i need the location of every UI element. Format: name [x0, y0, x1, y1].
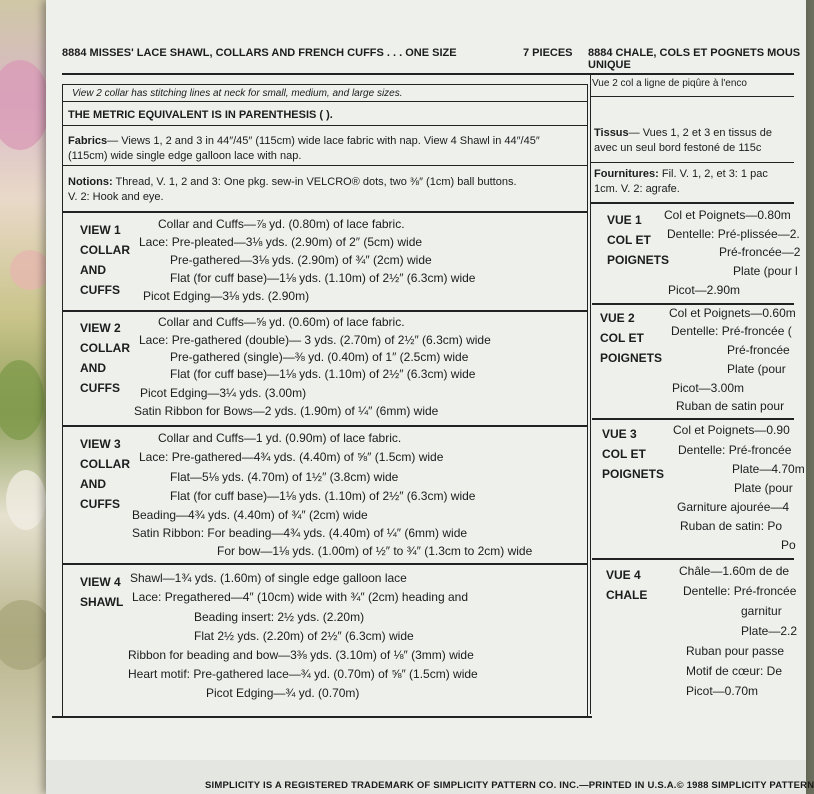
rule — [62, 211, 588, 213]
vue2-label — [600, 308, 662, 368]
tissus-label: Tissus — [594, 127, 629, 139]
vue3-line: Dentelle: Pré-froncée — [678, 443, 792, 457]
view4-line: Lace: Pregathered—4″ (10cm) wide with ¾″ (2cm) heading and — [132, 590, 468, 604]
view3-line: Satin Ribbon: For beading—4¾ yds. (4.40m) of ¼″ (6mm) wide — [132, 526, 468, 540]
rule — [62, 425, 588, 427]
rule — [590, 162, 794, 163]
view1-label-line: AND — [80, 263, 106, 277]
fournitures-text: Fil. V. 1, 2, et 3: 1 pac — [661, 168, 768, 180]
vue4-line: Plate—2.2 — [741, 624, 798, 638]
vue3-line: Plate—4.70m — [732, 462, 805, 476]
notions-label: Notions: — [68, 176, 113, 188]
vue3-line: Plate (pour — [734, 481, 793, 495]
view3-label-line: CUFFS — [80, 497, 120, 511]
vue3-label — [602, 424, 664, 484]
vue4-label — [606, 565, 647, 605]
vue3-line: Garniture ajourée—4 — [677, 500, 790, 514]
fabrics-line1 — [68, 135, 540, 147]
vue4-line: Picot—0.70m — [686, 684, 759, 698]
view1-label-line: VIEW 1 — [80, 223, 121, 237]
vue1-line: Pré-froncée—2 — [719, 245, 801, 259]
view3-line: Collar and Cuffs—1 yd. (0.90m) of lace fabric. — [158, 431, 402, 445]
rule — [62, 165, 588, 166]
rule — [62, 310, 588, 312]
vue1-label — [607, 210, 669, 270]
vue2-label-line: POIGNETS — [600, 351, 663, 365]
vue4-line: Dentelle: Pré-froncée — [683, 584, 797, 598]
notions-text: Thread, V. 1, 2 and 3: One pkg. sew-in VELCRO® dots, two ⅜″ (1cm) ball buttons. — [115, 176, 517, 188]
notions-line2: V. 2: Hook and eye. — [68, 191, 164, 203]
view2-line: Collar and Cuffs—⅝ yd. (0.60m) of lace fabric. — [158, 315, 405, 329]
view3-line: Beading—4¾ yds. (4.40m) of ¾″ (2cm) wide — [132, 508, 368, 522]
view4-label-line: VIEW 4 — [80, 575, 121, 589]
view3-label-line: VIEW 3 — [80, 437, 121, 451]
tissus-line1 — [594, 127, 772, 139]
title-french: 8884 CHALE, COLS ET POGNETS MOUS — [588, 47, 801, 59]
view2-label-line: AND — [80, 361, 106, 375]
vue3-line: Ruban de satin: Po — [680, 519, 783, 533]
vue1-label-line: COL ET — [607, 233, 651, 247]
vue1-line: Picot—2.90m — [668, 283, 741, 297]
fabrics-text: — Views 1, 2 and 3 in 44″/45″ (115cm) wide lace fabric with nap. View 4 Shawl in 44″/45″ — [107, 135, 540, 147]
view3-line: Lace: Pre-gathered—4¾ yds. (4.40m) of ⅝″ (1.5cm) wide — [139, 450, 444, 464]
rule — [592, 303, 794, 305]
view4-label-line: SHAWL — [80, 595, 124, 609]
vue4-label-line: VUE 4 — [606, 568, 641, 582]
vue2-label-line: VUE 2 — [600, 311, 635, 325]
view2-note: View 2 collar has stitching lines at neck for small, medium, and large sizes. — [72, 88, 403, 99]
vue1-line: Plate (pour l — [733, 264, 798, 278]
view1-line: Picot Edging—3⅛ yds. (2.90m) — [143, 289, 310, 303]
view3-label-line: COLLAR — [80, 457, 130, 471]
view4-line: Flat 2½ yds. (2.20m) of 2½″ (6.3cm) wide — [194, 629, 414, 643]
vue2-note: Vue 2 col a ligne de piqûre à l'enco — [592, 78, 747, 89]
view2-line: Lace: Pre-gathered (double)— 3 yds. (2.70m) of 2½″ (6.3cm) wide — [139, 333, 491, 347]
view2-line: Flat (for cuff base)—1⅛ yds. (1.10m) of 2½″ (6.3cm) wide — [170, 367, 476, 381]
vue2-line: Dentelle: Pré-froncée ( — [671, 324, 792, 338]
vue1-line: Col et Poignets—0.80m — [664, 208, 791, 222]
rule — [590, 96, 794, 97]
view1-line: Flat (for cuff base)—1⅛ yds. (1.10m) of 2½″ (6.3cm) wide — [170, 271, 476, 285]
fabrics-line2: (115cm) wide single edge galloon lace with nap. — [68, 150, 302, 162]
view2-line: Picot Edging—3¼ yds. (3.00m) — [140, 386, 307, 400]
view3-line: Flat (for cuff base)—1⅛ yds. (1.10m) of 2½″ (6.3cm) wide — [170, 489, 476, 503]
vue1-line: Dentelle: Pré-plissée—2. — [667, 227, 800, 241]
view4-line: Heart motif: Pre-gathered lace—¾ yd. (0.70m) of ⅝″ (1.5cm) wide — [128, 667, 478, 681]
rule — [62, 125, 588, 126]
view1-label-line: CUFFS — [80, 283, 120, 297]
vue1-label-line: VUE 1 — [607, 213, 642, 227]
fournitures-label: Fournitures: — [594, 168, 659, 180]
view2-line: Satin Ribbon for Bows—2 yds. (1.90m) of ¼″ (6mm) wide — [134, 404, 439, 418]
vue2-line: Col et Poignets—0.60m — [669, 306, 796, 320]
title-french-unique: UNIQUE — [588, 59, 631, 71]
rule — [592, 418, 794, 420]
vue2-line: Picot—3.00m — [672, 381, 745, 395]
vue2-line: Pré-froncée — [727, 343, 790, 357]
vue4-line: Motif de cœur: De — [686, 664, 783, 678]
view4-line: Picot Edging—¾ yd. (0.70m) — [206, 686, 360, 700]
view4-line: Ribbon for beading and bow—3⅜ yds. (3.10m) of ⅛″ (3mm) wide — [128, 648, 474, 662]
view2-line: Pre-gathered (single)—⅜ yd. (0.40m) of 1″ (2.5cm) wide — [170, 350, 469, 364]
view1-line: Pre-gathered—3⅛ yds. (2.90m) of ¾″ (2cm) wide — [170, 253, 432, 267]
view1-line: Collar and Cuffs—⅞ yd. (0.80m) of lace fabric. — [158, 217, 405, 231]
title-english: 8884 MISSES' LACE SHAWL, COLLARS AND FRENCH CUFFS . . . ONE SIZE — [62, 47, 457, 59]
vue4-label-line: CHALE — [606, 588, 648, 602]
view4-label — [80, 572, 123, 612]
fournitures-line1 — [594, 168, 768, 180]
vue1-label-line: POIGNETS — [607, 253, 670, 267]
view1-label-line: COLLAR — [80, 243, 130, 257]
view3-line: Flat—5⅛ yds. (4.70m) of 1½″ (3.8cm) wide — [170, 470, 399, 484]
rule — [62, 101, 588, 102]
vue3-line: Col et Poignets—0.90 — [673, 423, 790, 437]
vue4-line: Ruban pour passe — [686, 644, 785, 658]
vue4-line: garnitur — [741, 604, 782, 618]
view3-label-line: AND — [80, 477, 106, 491]
fabrics-label: Fabrics — [68, 135, 108, 147]
view2-label — [80, 318, 130, 398]
rule — [62, 563, 588, 565]
view2-label-line: VIEW 2 — [80, 321, 121, 335]
notions-line1 — [68, 176, 517, 188]
tissus-text: — Vues 1, 2 et 3 en tissus de — [628, 127, 772, 139]
vue4-line: Châle—1.60m de de — [679, 564, 790, 578]
fournitures-line2: 1cm. V. 2: agrafe. — [594, 183, 680, 195]
vue3-label-line: POIGNETS — [602, 467, 665, 481]
copyright-footer: SIMPLICITY IS A REGISTERED TRADEMARK OF SIMPLICITY PATTERN CO. INC.—PRINTED IN U.S.A.© 1988 SIMPLICITY PATTERN — [205, 780, 814, 791]
view1-label — [80, 220, 130, 300]
vue2-label-line: COL ET — [600, 331, 644, 345]
tissus-line2: avec un seul bord festoné de 115c — [594, 142, 762, 154]
vue3-label-line: COL ET — [602, 447, 646, 461]
vue2-line: Plate (pour — [727, 362, 786, 376]
metric-note: THE METRIC EQUIVALENT IS IN PARENTHESIS ( ). — [68, 109, 333, 121]
pieces-count: 7 PIECES — [523, 47, 573, 59]
view2-label-line: CUFFS — [80, 381, 120, 395]
rule — [592, 558, 794, 560]
rule — [590, 202, 794, 204]
vue3-label-line: VUE 3 — [602, 427, 637, 441]
view1-line: Lace: Pre-pleated—3⅛ yds. (2.90m) of 2″ (5cm) wide — [139, 235, 423, 249]
view3-line: For bow—1⅛ yds. (1.00m) of ½″ to ¾″ (1.3cm to 2cm) wide — [217, 544, 533, 558]
view4-line: Beading insert: 2½ yds. (2.20m) — [194, 610, 365, 624]
vue2-line: Ruban de satin pour — [676, 399, 785, 413]
view4-line: Shawl—1¾ yds. (1.60m) of single edge galloon lace — [130, 571, 407, 585]
rule — [52, 716, 592, 718]
view3-label — [80, 434, 130, 514]
vue3-line: Po — [781, 538, 796, 552]
view2-label-line: COLLAR — [80, 341, 130, 355]
